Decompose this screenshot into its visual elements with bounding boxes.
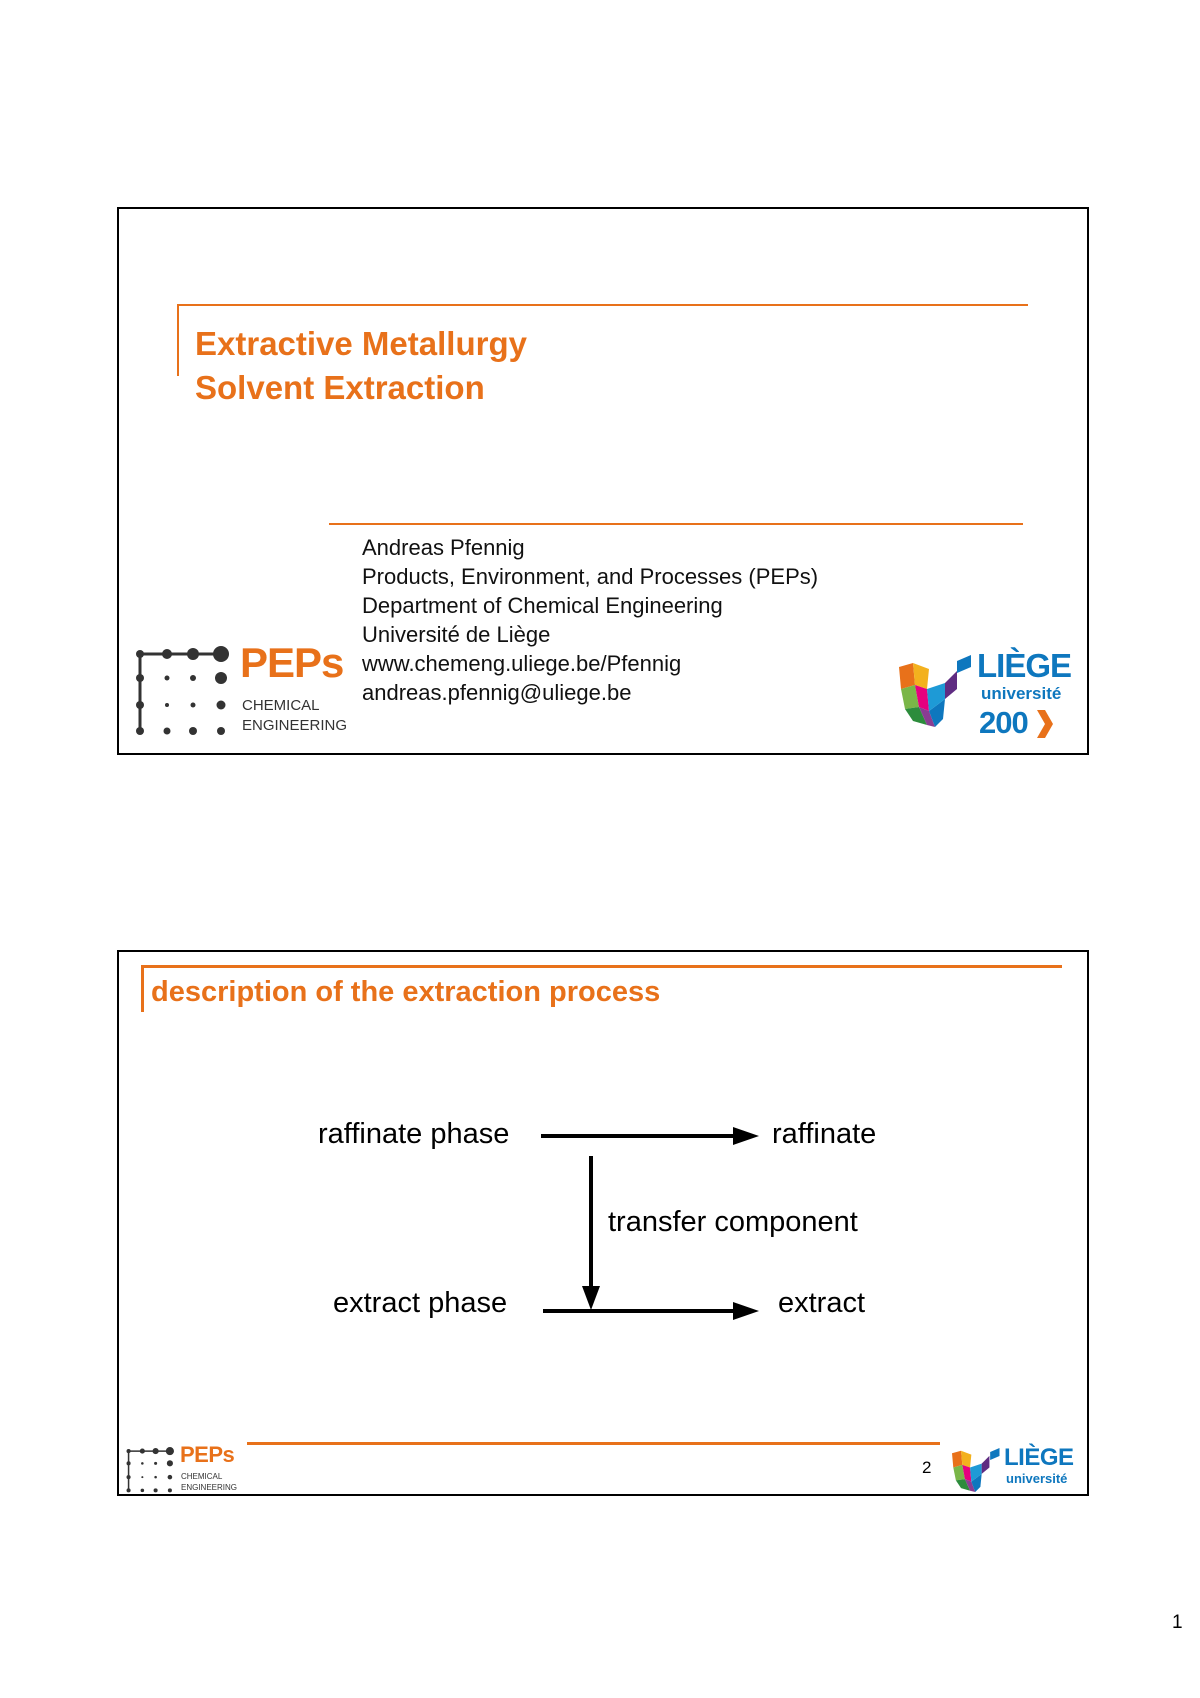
peps-logo-line-2: ENGINEERING <box>242 717 348 734</box>
slide2-title: description of the extraction process <box>151 976 661 1008</box>
liege-flag-icon-small <box>990 1448 1001 1460</box>
liege-logo-sub: université <box>981 684 1062 703</box>
slide-2 <box>117 950 1089 1496</box>
peps-logo <box>133 639 348 745</box>
slide2-page-number: 2 <box>922 1458 932 1477</box>
peps-dot-grid-icon <box>133 645 231 741</box>
author-name: Andreas Pfennig <box>362 535 525 560</box>
author-group: Products, Environment, and Processes (PEPs) <box>362 564 819 589</box>
title-top-rule <box>177 304 1028 306</box>
liege-logo-small-name: LIÈGE <box>1004 1444 1074 1471</box>
peps-logo-name: PEPs <box>240 639 344 686</box>
diagram-extract: extract <box>778 1287 866 1319</box>
document-page-number: 1 <box>1172 1612 1183 1633</box>
peps-logo-line-1: CHEMICAL <box>242 697 320 714</box>
peps-logo-small <box>125 1444 245 1496</box>
diagram-extract-phase: extract phase <box>333 1287 508 1319</box>
author-department: Department of Chemical Engineering <box>362 593 723 618</box>
author-block <box>362 533 818 707</box>
diagram-arrows <box>119 952 1091 1498</box>
peps-logo-small-line-2: ENGINEERING <box>181 1483 238 1492</box>
title-left-rule <box>177 304 179 376</box>
liege-logo-small <box>952 1446 1082 1496</box>
liege-cube-icon <box>899 663 961 729</box>
arrow-extract <box>543 1302 759 1320</box>
slide-1 <box>117 207 1089 755</box>
author-rule <box>329 523 1023 525</box>
author-university: Université de Liège <box>362 622 551 647</box>
peps-logo-small-line-1: CHEMICAL <box>181 1472 223 1481</box>
author-email[interactable]: andreas.pfennig@uliege.be <box>362 680 632 705</box>
arrow-transfer-down <box>582 1156 600 1310</box>
author-website[interactable]: www.chemeng.uliege.be/Pfennig <box>362 651 682 676</box>
chevron-right-icon <box>1037 710 1053 738</box>
liege-logo-anniversary: 200 <box>979 705 1028 740</box>
liege-logo <box>899 647 1079 751</box>
peps-logo-small-name: PEPs <box>180 1442 235 1467</box>
diagram-raffinate: raffinate <box>772 1118 877 1150</box>
liege-logo-small-sub: université <box>1006 1471 1068 1486</box>
footer-rule <box>247 1442 940 1445</box>
arrow-raffinate <box>541 1127 759 1145</box>
liege-flag-icon <box>957 655 973 673</box>
slide-title-line-1: Extractive Metallurgy <box>195 325 527 362</box>
liege-cube-icon-small <box>952 1450 992 1494</box>
peps-dot-grid-icon-small <box>125 1446 175 1496</box>
slide-title-line-2: Solvent Extraction <box>195 369 485 406</box>
liege-logo-name: LIÈGE <box>977 647 1072 684</box>
diagram-transfer-component: transfer component <box>608 1206 858 1238</box>
diagram-raffinate-phase: raffinate phase <box>318 1118 510 1150</box>
